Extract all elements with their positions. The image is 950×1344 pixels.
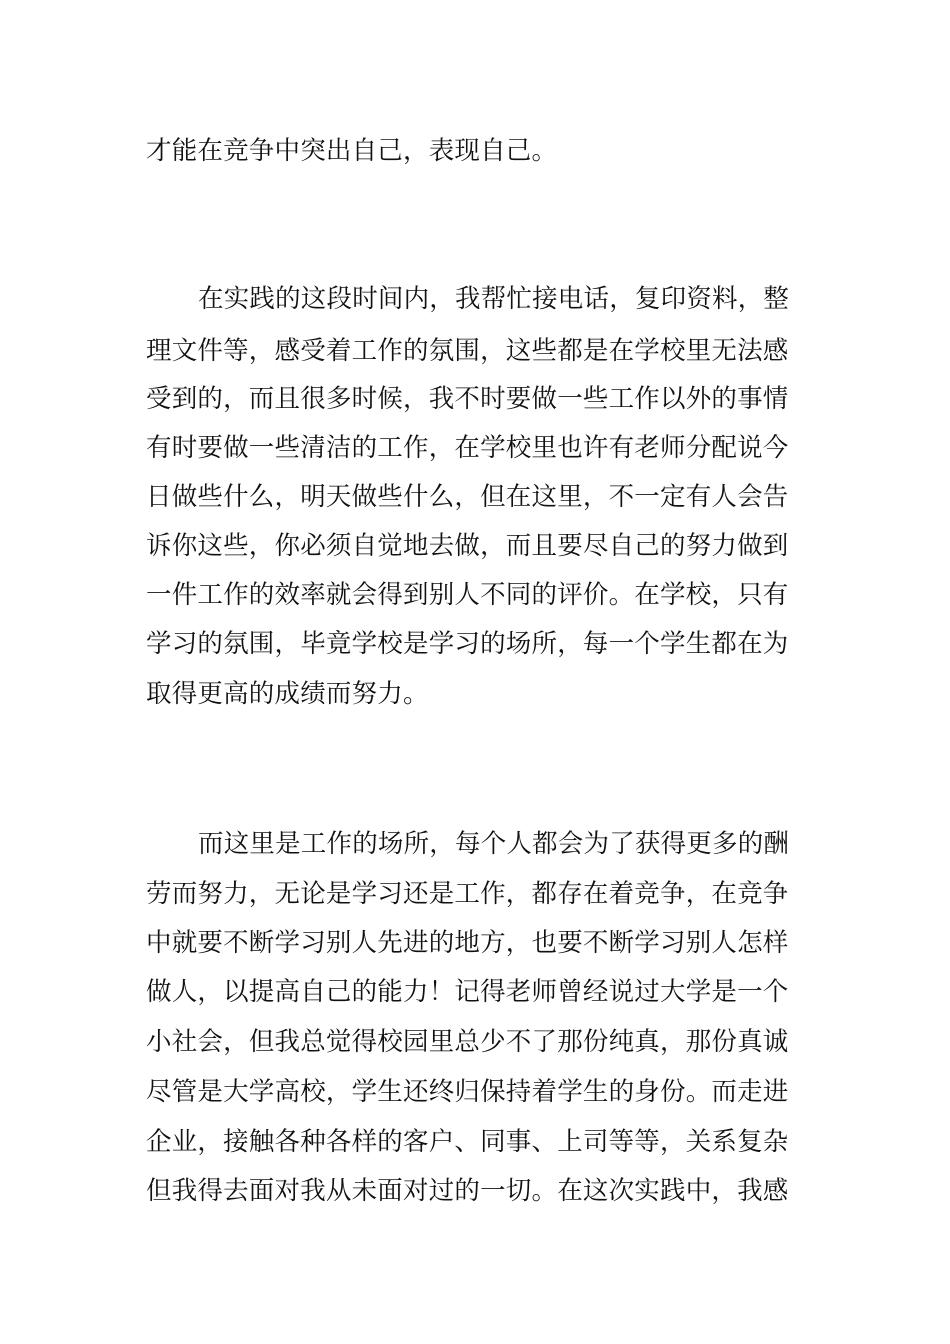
paragraph-2-line-2: 理文件等，感受着工作的氛围，这些都是在学校里无法感 [146, 336, 789, 366]
paragraph-1-line-1: 才能在竞争中突出自己，表现自己。 [146, 136, 558, 166]
paragraph-2-line-3: 受到的，而且很多时候，我不时要做一些工作以外的事情 [146, 384, 789, 414]
paragraph-3-line-4: 做人，以提高自己的能力！记得老师曾经说过大学是一个 [146, 977, 789, 1007]
paragraph-3-line-3: 中就要不断学习别人先进的地方，也要不断学习别人怎样 [146, 928, 789, 958]
paragraph-2-line-7: 一件工作的效率就会得到别人不同的评价。在学校，只有 [146, 580, 789, 610]
paragraph-3-line-8: 但我得去面对我从未面对过的一切。在这次实践中，我感 [146, 1176, 789, 1206]
paragraph-3-line-6: 尽管是大学高校，学生还终归保持着学生的身份。而走进 [146, 1077, 789, 1107]
paragraph-2-line-8: 学习的氛围，毕竟学校是学习的场所，每一个学生都在为 [146, 629, 789, 659]
paragraph-2-line-4: 有时要做一些清洁的工作，在学校里也许有老师分配说今 [146, 433, 789, 463]
paragraph-3-line-2: 劳而努力，无论是学习还是工作，都存在着竞争，在竞争 [146, 879, 789, 909]
paragraph-2-line-9: 取得更高的成绩而努力。 [146, 679, 429, 709]
paragraph-2-line-5: 日做些什么，明天做些什么，但在这里，不一定有人会告 [146, 482, 789, 512]
paragraph-2-line-6: 诉你这些，你必须自觉地去做，而且要尽自己的努力做到 [146, 531, 789, 561]
paragraph-3-line-1: 而这里是工作的场所，每个人都会为了获得更多的酬 [198, 829, 790, 859]
paragraph-2-line-1: 在实践的这段时间内，我帮忙接电话，复印资料，整 [198, 284, 790, 314]
paragraph-3-line-5: 小社会，但我总觉得校园里总少不了那份纯真，那份真诚 [146, 1027, 789, 1057]
paragraph-3-line-7: 企业，接触各种各样的客户、同事、上司等等，关系复杂 [146, 1127, 789, 1157]
